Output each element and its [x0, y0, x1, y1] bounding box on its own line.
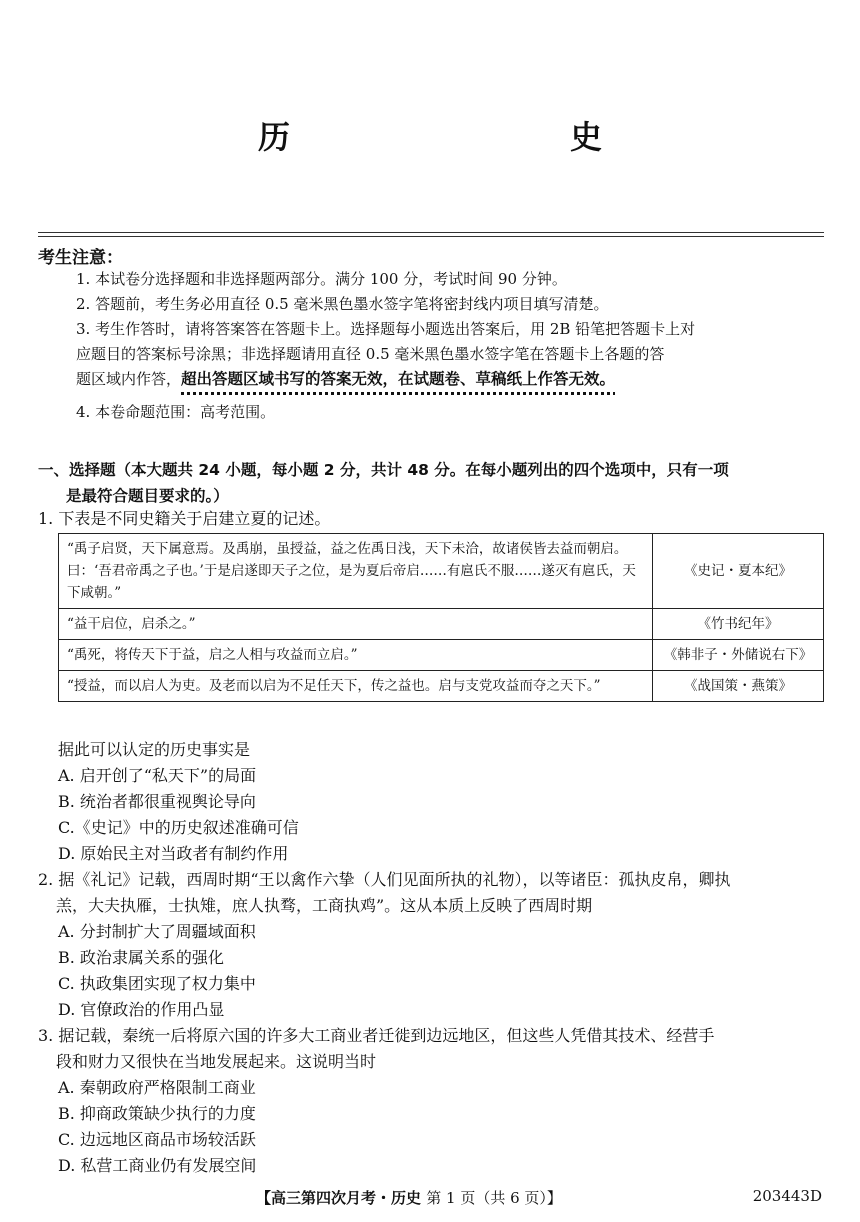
option: C. 边远地区商品市场较活跃	[58, 1130, 256, 1149]
table-row	[59, 534, 824, 609]
option: D. 私营工商业仍有发展空间	[58, 1156, 257, 1175]
section-heading	[38, 457, 828, 509]
table-cell-source: 《战国策・燕策》	[653, 671, 824, 702]
notice-item-line: 题区域内作答，	[76, 370, 182, 388]
option: A. 启开创了“私天下”的局面	[58, 766, 257, 785]
question-stem	[38, 867, 828, 919]
notice-item: 4. 本卷命题范围：高考范围。	[76, 403, 276, 421]
option: D. 官僚政治的作用凸显	[58, 1000, 225, 1019]
question-stem	[38, 1023, 828, 1075]
question-stem: 1. 下表是不同史籍关于启建立夏的记述。	[38, 509, 331, 528]
option: C. 执政集团实现了权力集中	[58, 974, 256, 993]
table-row	[59, 640, 824, 671]
divider	[38, 236, 824, 237]
table-cell-source: 《史记・夏本纪》	[653, 534, 824, 609]
question-stem-line: 2. 据《礼记》记载，西周时期“王以禽作六挚（人们见面所执的礼物），以等诸臣：孤执皮帛，卿执	[38, 870, 731, 889]
page-title: 历 史	[257, 118, 674, 156]
table-cell-text: “禹子启贤，天下属意焉。及禹崩，虽授益，益之佐禹日浅，天下未洽，故诸侯皆去益而朝启。曰：‘吾君帝禹之子也。’于是启遂即天子之位，是为夏后帝启……有扈氏不服……遂灭有扈氏，天下咸朝。”	[59, 534, 653, 609]
table-row	[59, 609, 824, 640]
option: A. 秦朝政府严格限制工商业	[58, 1078, 256, 1097]
option: B. 统治者都很重视舆论导向	[58, 792, 256, 811]
option: C.《史记》中的历史叙述准确可信	[58, 818, 299, 837]
table-row	[59, 671, 824, 702]
table-cell-source: 《竹书纪年》	[653, 609, 824, 640]
notice-emphasis: 超出答题区域书写的答案无效，在试题卷、草稿纸上作答无效。	[181, 370, 616, 388]
source-table	[58, 533, 824, 702]
footer-page: 第 1 页（共 6 页）】	[426, 1189, 562, 1207]
notice-item-line: 应题目的答案标号涂黑；非选择题请用直径 0.5 毫米黑色墨水签字笔在答题卡上各题的答	[76, 345, 665, 363]
notice-item: 1. 本试卷分选择题和非选择题两部分。满分 100 分，考试时间 90 分钟。	[76, 270, 567, 288]
question-prompt: 据此可以认定的历史事实是	[58, 740, 251, 759]
question-stem-line: 段和财力又很快在当地发展起来。这说明当时	[56, 1052, 377, 1071]
notice-item	[76, 317, 824, 392]
notice-item-line: 3. 考生作答时，请将答案答在答题卡上。选择题每小题选出答案后，用 2B 铅笔把答题卡上对	[76, 320, 696, 338]
notice-heading: 考生注意：	[38, 248, 123, 268]
table-cell-source: 《韩非子・外储说右下》	[653, 640, 824, 671]
table-cell-text: “益干启位，启杀之。”	[59, 609, 653, 640]
section-heading-line: 一、选择题（本大题共 24 小题，每小题 2 分，共计 48 分。在每小题列出的四个选项中，只有一项	[38, 461, 729, 479]
option: A. 分封制扩大了周疆域面积	[58, 922, 256, 941]
paper-code: 203443D	[752, 1187, 822, 1205]
section-heading-line: 是最符合题目要求的。）	[66, 487, 229, 505]
page-footer	[256, 1187, 562, 1208]
question-stem-line: 羔，大夫执雁，士执雉，庶人执骛，工商执鸡”。这从本质上反映了西周时期	[56, 896, 593, 915]
divider	[38, 232, 824, 233]
table-cell-text: “禹死，将传天下于益，启之人相与攻益而立启。”	[59, 640, 653, 671]
option: B. 抑商政策缺少执行的力度	[58, 1104, 256, 1123]
option: D. 原始民主对当政者有制约作用	[58, 844, 289, 863]
table-cell-text: “授益，而以启人为吏。及老而以启为不足任天下，传之益也。启与支党攻益而夺之天下。”	[59, 671, 653, 702]
option: B. 政治隶属关系的强化	[58, 948, 224, 967]
question-stem-line: 3. 据记载，秦统一后将原六国的许多大工商业者迁徙到边远地区，但这些人凭借其技术、经营手	[38, 1026, 715, 1045]
footer-exam: 【高三第四次月考・历史	[256, 1189, 422, 1207]
notice-item: 2. 答题前，考生务必用直径 0.5 毫米黑色墨水签字笔将密封线内项目填写清楚。	[76, 295, 609, 313]
